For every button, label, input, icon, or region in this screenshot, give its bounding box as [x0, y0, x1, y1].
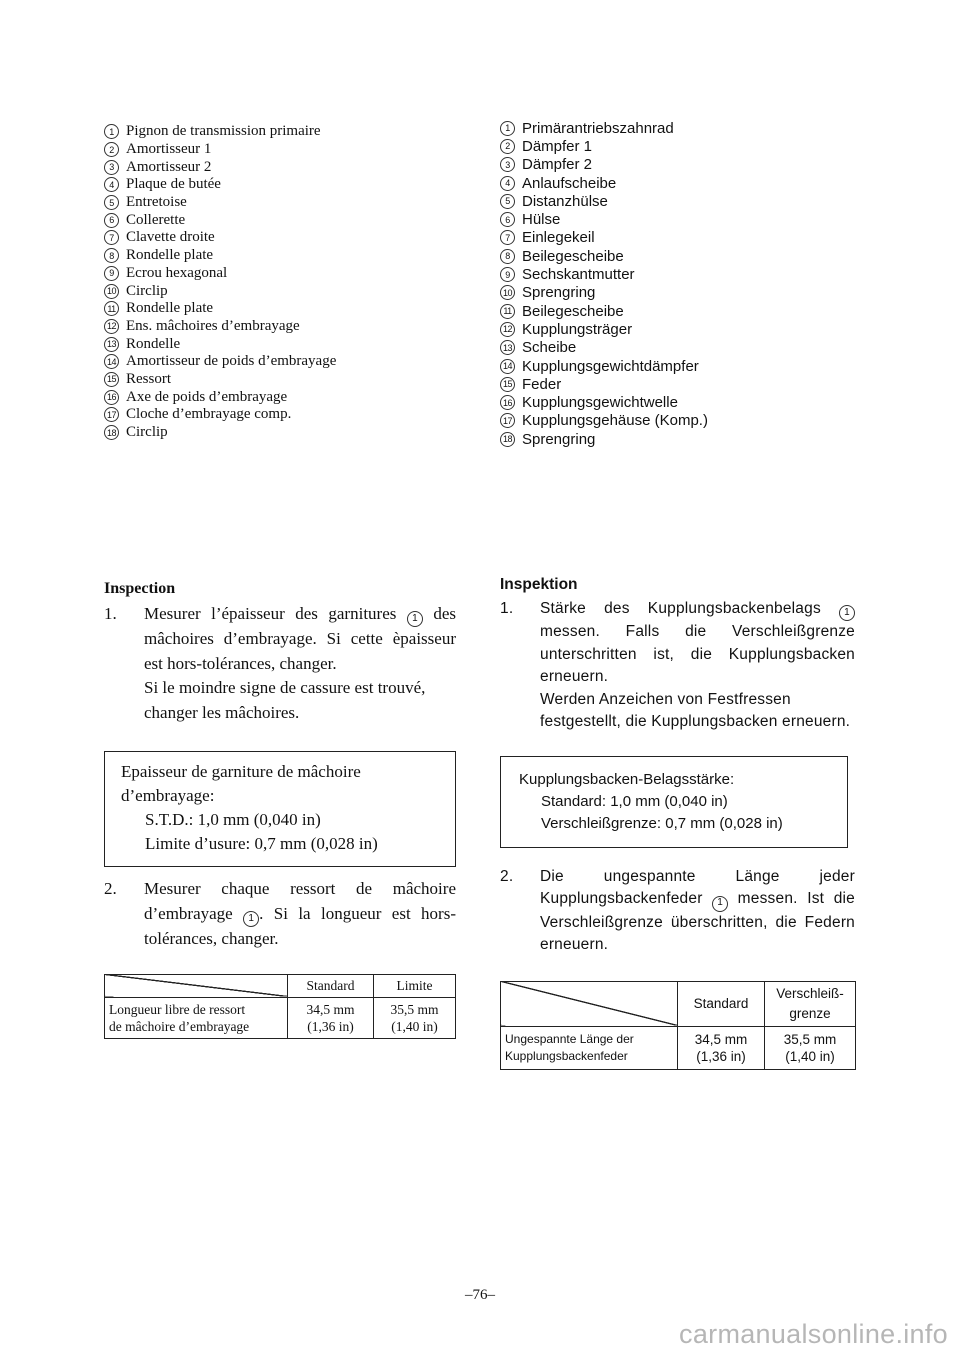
part-label: Amortisseur de poids d’embrayage — [126, 353, 337, 370]
part-number: 5 — [104, 195, 119, 210]
part-item — [500, 265, 708, 283]
part-number: 15 — [500, 377, 515, 392]
part-number: 17 — [500, 413, 515, 428]
part-item — [500, 247, 708, 265]
part-label: Distanzhülse — [522, 192, 608, 210]
part-label: Ressort — [126, 370, 171, 387]
part-label: Rondelle plate — [126, 300, 214, 317]
part-number: 6 — [104, 213, 119, 228]
value-mm: 35,5 mm — [783, 1031, 837, 1047]
part-label: Circlip — [126, 424, 168, 441]
step-1 — [500, 598, 855, 734]
table-cell — [678, 1026, 765, 1069]
part-label: Kupplungsgehäuse (Komp.) — [522, 412, 708, 430]
part-number: 2 — [104, 142, 119, 157]
parts-list-fr — [104, 123, 336, 441]
table-cell — [765, 1026, 856, 1069]
part-item — [104, 406, 336, 424]
part-number: 13 — [104, 337, 119, 352]
table-cell — [288, 997, 374, 1038]
row-label-line: Longueur libre de ressort — [109, 1001, 246, 1017]
part-number: 9 — [104, 266, 119, 281]
part-number: 3 — [500, 157, 515, 172]
step-text-part: messen. Falls die Verschleißgrenze unterschritten ist, die Kupplungsbacken erneuern. — [540, 623, 855, 686]
part-number: 7 — [500, 230, 515, 245]
step-note: Werden Anzeichen von Festfressen festgestellt, die Kupplungsbacken erneuern. — [540, 690, 851, 731]
part-label: Beilegescheibe — [522, 247, 624, 265]
part-label: Anlaufscheibe — [522, 174, 617, 192]
part-label: Feder — [522, 375, 562, 393]
part-item — [104, 282, 336, 300]
step-text-part: Mesurer l’épaisseur des garnitures — [144, 604, 397, 623]
callout-number: 1 — [839, 605, 855, 621]
inspection-section-de — [500, 576, 855, 1070]
column-header — [765, 981, 856, 1026]
part-number: 4 — [500, 176, 515, 191]
part-item — [104, 265, 336, 283]
part-item — [104, 353, 336, 371]
part-number: 11 — [104, 301, 119, 316]
part-number: 2 — [500, 139, 515, 154]
part-label: Entretoise — [126, 194, 187, 211]
part-number: 14 — [104, 354, 119, 369]
part-label: Rondelle — [126, 335, 181, 352]
part-label: Ecrou hexagonal — [126, 264, 228, 281]
part-item — [104, 371, 336, 389]
step-note: Si le moindre signe de cassure est trouvé, changer les mâchoires. — [144, 678, 426, 722]
part-number: 17 — [104, 407, 119, 422]
part-label: Rondelle plate — [126, 247, 214, 264]
column-header-line: grenze — [789, 1005, 831, 1021]
part-number: 15 — [104, 372, 119, 387]
part-number: 4 — [104, 177, 119, 192]
part-label: Einlegekeil — [522, 229, 595, 247]
part-label: Cloche d’embrayage comp. — [126, 406, 292, 423]
step-text-part: messen. Ist die Verschleißgrenze überschritten, die Federn erneuern. — [540, 890, 855, 953]
callout-number: 1 — [243, 911, 259, 927]
part-number: 3 — [104, 160, 119, 175]
spring-spec-table — [104, 974, 456, 1039]
part-number: 16 — [104, 390, 119, 405]
part-number: 9 — [500, 267, 515, 282]
page-number: –76– — [465, 1287, 495, 1303]
step-number: 1. — [104, 604, 117, 623]
column-header-line: Verschleiß- — [776, 985, 844, 1001]
part-number: 5 — [500, 194, 515, 209]
row-label-line: Kupplungsbackenfeder — [505, 1048, 628, 1063]
part-number: 7 — [104, 230, 119, 245]
step-text — [144, 877, 456, 951]
part-number: 6 — [500, 212, 515, 227]
part-item — [500, 339, 708, 357]
part-item — [500, 156, 708, 174]
part-number: 18 — [104, 425, 119, 440]
column-header: Standard — [678, 981, 765, 1026]
part-label: Amortisseur 2 — [126, 158, 212, 175]
part-label: Beilegescheibe — [522, 302, 624, 320]
part-number: 1 — [104, 124, 119, 139]
part-item — [104, 211, 336, 229]
step-text — [144, 602, 456, 676]
part-label: Amortisseur 1 — [126, 141, 212, 158]
row-label — [105, 997, 288, 1038]
part-label: Kupplungsgewichtdämpfer — [522, 357, 699, 375]
table-corner-cell — [105, 974, 288, 997]
spec-box — [500, 756, 848, 848]
part-number: 8 — [500, 249, 515, 264]
part-label: Kupplungsträger — [522, 320, 633, 338]
part-number: 10 — [500, 285, 515, 300]
part-item — [500, 210, 708, 228]
step-number: 1. — [500, 600, 514, 617]
part-number: 8 — [104, 248, 119, 263]
step-2 — [104, 877, 456, 951]
part-item — [500, 320, 708, 338]
watermark: carmanualsonline.info — [679, 1319, 948, 1349]
spec-standard: Standard: 1,0 mm (0,040 in) — [541, 792, 728, 810]
callout-number: 1 — [407, 611, 423, 627]
part-item — [104, 123, 336, 141]
step-text-part: Stärke des Kupplungsbackenbelags — [540, 600, 821, 617]
part-number: 12 — [104, 319, 119, 334]
part-number: 12 — [500, 322, 515, 337]
section-heading: Inspektion — [500, 576, 578, 593]
part-label: Primärantriebszahnrad — [522, 119, 674, 137]
value-in: (1,40 in) — [391, 1018, 438, 1034]
part-number: 14 — [500, 359, 515, 374]
value-in: (1,36 in) — [307, 1018, 354, 1034]
part-item — [104, 318, 336, 336]
row-label-line: de mâchoire d’embrayage — [109, 1018, 250, 1034]
part-item — [500, 393, 708, 411]
part-item — [500, 357, 708, 375]
step-text — [540, 866, 855, 957]
row-label — [501, 1026, 678, 1069]
part-label: Dämpfer 2 — [522, 156, 593, 174]
part-item — [500, 174, 708, 192]
part-item — [104, 176, 336, 194]
part-label: Hülse — [522, 211, 561, 229]
spec-title: Epaisseur de garniture de mâchoire d’embrayage: — [121, 762, 361, 806]
spec-limit: Verschleißgrenze: 0,7 mm (0,028 in) — [541, 814, 783, 832]
step-number: 2. — [104, 879, 117, 899]
part-item — [500, 412, 708, 430]
part-label: Clavette droite — [126, 229, 215, 246]
part-label: Axe de poids d’embrayage — [126, 388, 288, 405]
part-number: 16 — [500, 395, 515, 410]
spec-limit: Limite d’usure: 0,7 mm (0,028 in) — [145, 834, 378, 854]
step-text-part: . Si la longueur est hors-tolérances, changer. — [144, 903, 457, 948]
part-item — [500, 192, 708, 210]
part-item — [500, 284, 708, 302]
part-item — [104, 300, 336, 318]
part-label: Kupplungsgewichtwelle — [522, 394, 678, 412]
column-header: Standard — [288, 974, 374, 997]
part-item — [104, 424, 336, 442]
part-label: Circlip — [126, 282, 168, 299]
row-label-line: Ungespannte Länge der — [505, 1031, 634, 1046]
part-item — [104, 388, 336, 406]
part-item — [104, 141, 336, 159]
part-item — [104, 335, 336, 353]
section-heading: Inspection — [104, 580, 176, 597]
table-corner-cell — [501, 981, 678, 1026]
part-label: Scheibe — [522, 339, 577, 357]
part-label: Ens. mâchoires d’embrayage — [126, 317, 300, 334]
spec-title: Kupplungsbacken-Belagsstärke: — [519, 770, 735, 788]
step-text-part: des mâchoires d’embrayage. Si cette èpaisseur est hors-tolérances, changer. — [144, 604, 457, 673]
part-label: Sprengring — [522, 430, 596, 448]
part-label: Plaque de butée — [126, 176, 221, 193]
part-item — [500, 375, 708, 393]
part-number: 13 — [500, 340, 515, 355]
value-mm: 35,5 mm — [390, 1001, 439, 1017]
value-mm: 34,5 mm — [306, 1001, 355, 1017]
step-text-part: Die ungespannte Länge jeder Kupplungsbackenfeder — [540, 867, 855, 908]
part-item — [104, 229, 336, 247]
callout-number: 1 — [712, 896, 728, 912]
part-label: Sprengring — [522, 284, 596, 302]
spec-standard: S.T.D.: 1,0 mm (0,040 in) — [145, 810, 321, 830]
spec-box — [104, 751, 456, 867]
part-label: Collerette — [126, 211, 186, 228]
part-item — [500, 137, 708, 155]
value-in: (1,40 in) — [785, 1048, 835, 1064]
spring-spec-table — [500, 981, 856, 1070]
column-header: Limite — [374, 974, 456, 997]
step-1 — [104, 602, 456, 725]
part-item — [104, 247, 336, 265]
part-number: 11 — [500, 304, 515, 319]
table-cell — [374, 997, 456, 1038]
step-2 — [500, 866, 855, 957]
part-label: Dämpfer 1 — [522, 137, 593, 155]
part-label: Pignon de transmission primaire — [126, 123, 321, 140]
value-mm: 34,5 mm — [694, 1031, 748, 1047]
part-item — [500, 119, 708, 137]
part-number: 10 — [104, 284, 119, 299]
part-item — [104, 194, 336, 212]
part-item — [500, 302, 708, 320]
part-label: Sechskantmutter — [522, 266, 635, 284]
step-text-part: Mesurer chaque ressort de mâchoire d’embrayage — [144, 879, 456, 923]
part-item — [500, 430, 708, 448]
part-item — [104, 158, 336, 176]
parts-list-de — [500, 119, 708, 448]
part-number: 18 — [500, 432, 515, 447]
value-in: (1,36 in) — [696, 1048, 746, 1064]
part-number: 1 — [500, 121, 515, 136]
part-item — [500, 229, 708, 247]
inspection-section-fr — [104, 580, 456, 1039]
step-text — [540, 598, 855, 689]
step-number: 2. — [500, 867, 514, 885]
